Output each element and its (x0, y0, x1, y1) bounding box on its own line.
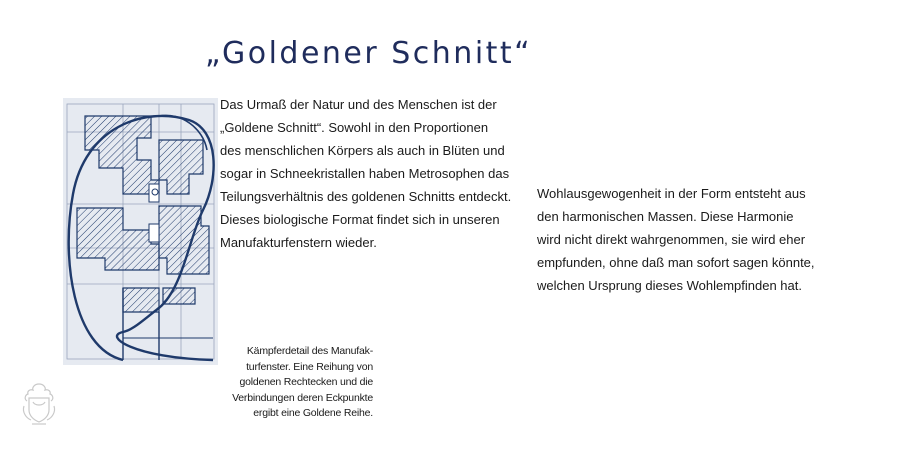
caption-line: Kämpferdetail des Manufak- (246, 345, 373, 357)
crest-logo-icon (20, 380, 58, 426)
intro-line: Dieses biologische Format findet sich in unseren (220, 212, 500, 227)
figure-caption (223, 344, 373, 422)
caption-line: turfenster. Eine Reihung von (246, 360, 373, 373)
intro-line: Teilungsverhältnis des goldenen Schnitts entdeckt. (220, 189, 512, 204)
intro-line: sogar in Schneekristallen haben Metrosophen das (220, 166, 510, 181)
caption-line: ergibt eine Goldene Reihe. (253, 407, 373, 419)
page-title: „Goldener Schnitt“ (205, 36, 533, 71)
intro-text (220, 93, 525, 254)
harmony-line: wird nicht direkt wahrgenommen, sie wird eher (537, 232, 806, 247)
harmony-line: Wohlausgewogenheit in der Form entsteht aus (537, 186, 806, 201)
kaempfer-detail-drawing-icon (63, 98, 218, 365)
harmony-text (537, 182, 837, 297)
harmony-line: welchen Ursprung dieses Wohlempfinden hat. (537, 278, 802, 293)
intro-line: Manufakturfenstern wieder. (220, 235, 377, 250)
harmony-line: den harmonischen Massen. Diese Harmonie (537, 209, 794, 224)
intro-line: des menschlichen Körpers als auch in Blüten und (220, 143, 505, 158)
harmony-line: empfunden, ohne daß man sofort sagen könnte, (537, 255, 815, 270)
caption-line: Verbindungen deren Eckpunkte (232, 391, 373, 404)
caption-line: goldenen Rechtecken und die (239, 376, 373, 388)
intro-line: „Goldene Schnitt“. Sowohl in den Proportionen (220, 120, 489, 135)
kaempfer-detail-figure (63, 98, 218, 365)
intro-line: Das Urmaß der Natur und des Menschen ist der (220, 97, 497, 112)
